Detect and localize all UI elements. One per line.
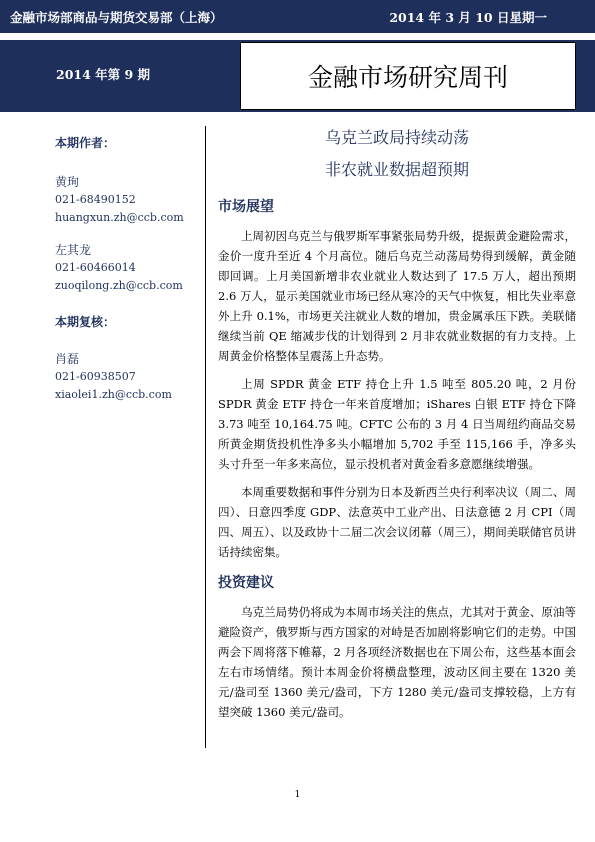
reviewer-label: 本期复核： — [55, 315, 116, 329]
page-number: 1 — [294, 790, 301, 800]
author-phone: 021-60466014 — [55, 261, 136, 274]
paragraph: 上周初因乌克兰与俄罗斯军事紧张局势升级，提振黄金避险需求，金价一度升至近 4 个月高位。随后乌克兰动荡局势得到缓解，黄金随即回调。上月美国新增非农业就业人数达到了 17.5 万人，超出预期 2.6 万人，显示美国就业市场已经从寒冷的天气中恢复，相比失业率意外上升 0.1%，市场更关注就业人数的增加，贵金属承压下跌。美联储继续当前 QE 缩减步伐的计划得到 2 月非农就业数据的有力支持。上周黄金价格整体呈震荡上升态势。 — [218, 229, 576, 363]
author-block — [55, 173, 205, 227]
headline-line-1: 乌克兰政局持续动荡 — [324, 128, 469, 147]
author-block — [55, 241, 205, 295]
issue-number: 2014 年第 9 期 — [56, 67, 151, 82]
department-name: 金融市场部商品与期货交易部（上海） — [10, 10, 223, 25]
reviewer-email: xiaolei1.zh@ccb.com — [55, 388, 172, 401]
title-band — [0, 40, 595, 112]
reviewer-name: 肖磊 — [55, 352, 80, 366]
author-email: huangxun.zh@ccb.com — [55, 211, 184, 224]
paragraph: 上周 SPDR 黄金 ETF 持仓上升 1.5 吨至 805.20 吨，2 月份 SPDR 黄金 ETF 持仓一年来首度增加；iShares 白银 ETF 持仓下降 3.73 吨至 10,164.75 吨。CFTC 公布的 3 月 4 日当周纽约商品交易所黄金期货投机性净多头小幅增加 5,702 手至 115,166 手，净多头头寸升至一年多来高位，显示投机者对黄金看多意愿继续增强。 — [218, 377, 576, 471]
author-name: 左其龙 — [55, 243, 92, 257]
paragraph: 乌克兰局势仍将成为本周市场关注的焦点，尤其对于黄金、原油等避险资产，俄罗斯与西方国家的对峙是否加剧将影响它们的走势。中国两会下周将落下帷幕，2 月各项经济数据也在下周公布，这些基本面会左右市场情绪。预计本周金价将横盘整理，波动区间主要在 1320 美元/盎司至 1360 美元/盎司，下方 1280 美元/盎司支撑较稳，上方有望突破 1360 美元/盎司。 — [218, 605, 576, 719]
sidebar — [55, 128, 205, 404]
author-phone: 021-68490152 — [55, 193, 136, 206]
author-email: zuoqilong.zh@ccb.com — [55, 279, 183, 292]
column-divider — [205, 126, 206, 748]
authors-label: 本期作者： — [55, 136, 116, 150]
headline-line-2: 非农就业数据超预期 — [324, 160, 469, 179]
section-title-investment-advice: 投资建议 — [218, 575, 274, 591]
publication-title: 金融市场研究周刊 — [307, 63, 508, 92]
paragraph: 本周重要数据和事件分别为日本及新西兰央行利率决议（周二、周四）、日意四季度 GDP、法意英中工业产出、日法意德 2 月 CPI（周四、周五）、以及政协十二届二次会议闭幕（周三），期间美联储官员讲话持续密集。 — [218, 485, 576, 559]
report-date: 2014 年 3 月 10 日星期一 — [389, 10, 547, 25]
publication-title-box — [240, 42, 576, 110]
reviewer-block — [55, 350, 205, 404]
section-title-market-outlook: 市场展望 — [218, 199, 274, 215]
reviewer-phone: 021-60938507 — [55, 370, 136, 383]
top-header-bar — [0, 0, 595, 33]
article — [218, 122, 576, 730]
author-name: 黄珣 — [55, 175, 80, 189]
